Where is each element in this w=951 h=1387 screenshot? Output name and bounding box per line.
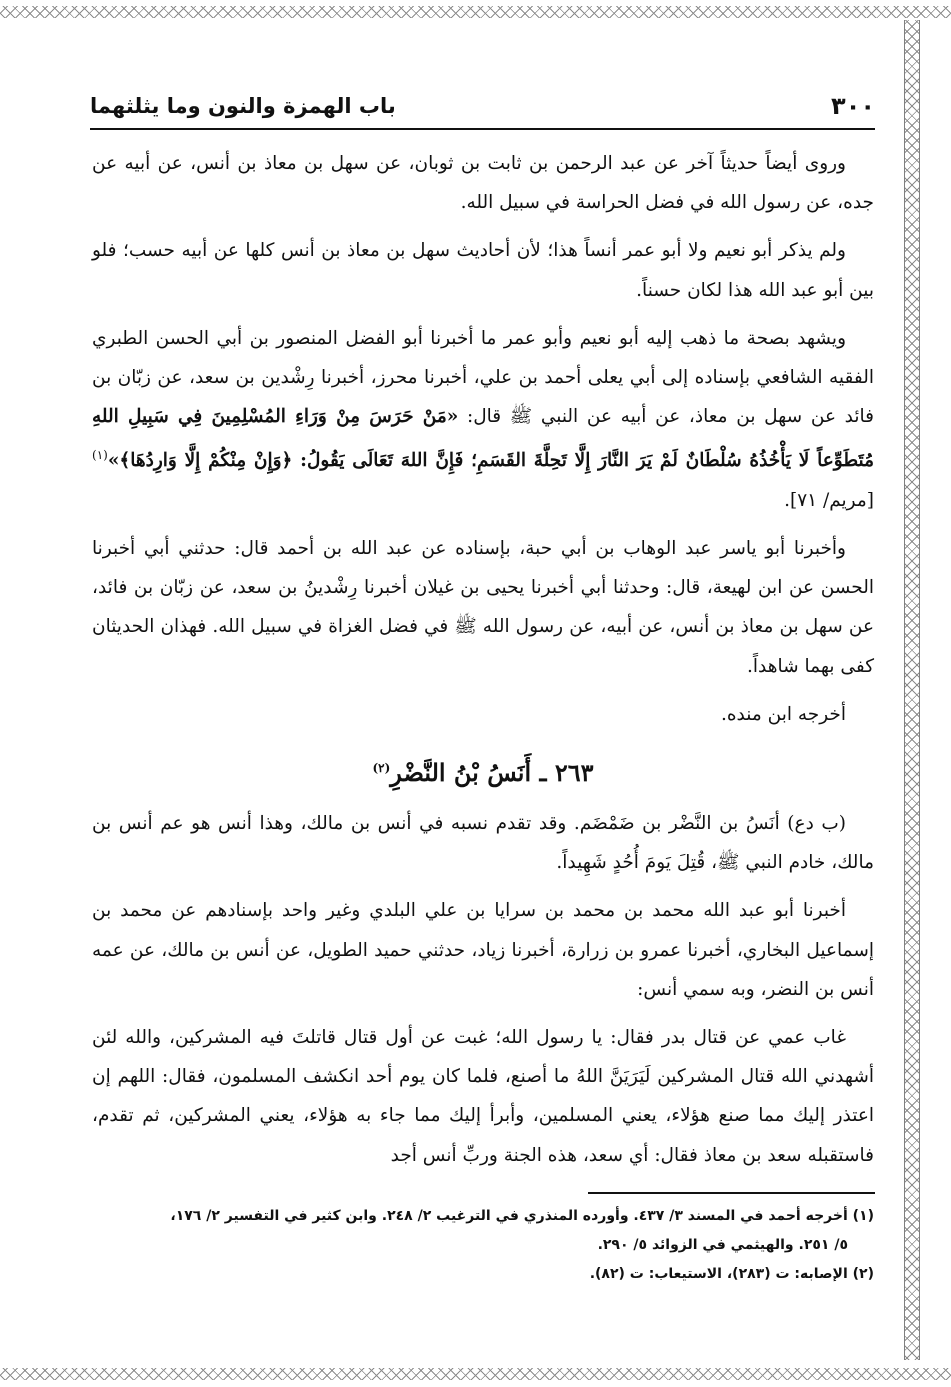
header-divider xyxy=(90,128,875,130)
footnote-2: (٢) الإصابه: ت (٢٨٣)، الاستيعاب: ت (٨٢). xyxy=(589,1266,874,1282)
paragraph-2: ولم يذكر أبو نعيم ولا أبو عمر أنساً هذا؛ لأن أحاديث سهل بن معاذ بن أنس كلها عن أبيه حسب؛ فلو بين أبو عبد الله هذا لكان حسناً. xyxy=(92,240,874,301)
paragraph-8: غاب عمي عن قتال بدر فقال: يا رسول الله؛ غبت عن أول قتال قاتلتَ فيه المشركين، والله لئن أشهدني الله قتال المشركين لَيَرَيَنَّ اللهُ ما أصنع، فلما كان يوم أحد انكشف المسلمون، فقال: اللهم إن اعتذر إليك مما صنع هؤلاء، يعني المسلمين، وأبرأ إليك مما جاء به هؤلاء، يعني المشركين، ثم تقدم، فاستقبله سعد بن معاذ فقال: أي سعد، هذه الجنة وربِّ أنس أجد xyxy=(92,1027,874,1166)
side-ornamental-border xyxy=(904,20,920,1360)
paragraph-1: وروى أيضاً حديثاً آخر عن عبد الرحمن بن ثابت بن ثوبان، عن سهل بن معاذ بن أنس، عن أبيه عن جده، عن رسول الله في فضل الحراسة في سبيل الله. xyxy=(92,153,874,214)
hadith-quote: «مَنْ حَرَسَ مِنْ وَرَاءِ المُسْلِمِينَ فِي سَبِيلِ اللهِ مُتَطَوِّعاً لَا يَأْخُذُهُ سُلْطَانٌ لَمْ يَرَ النَّارَ إِلَّا تَحِلَّةَ القَسَمِ؛ فَإِنَّ اللهَ تَعَالَى يَقُولُ: ﴿وَإِنْ مِنْكُمْ إِلَّا وَارِدُهَا﴾» xyxy=(92,406,874,472)
bottom-ornamental-border xyxy=(0,1368,951,1380)
footnote-ref-2: (٢) xyxy=(372,761,391,775)
running-title: باب الهمزة والنون وما يثلثهما xyxy=(90,94,396,118)
paragraph-4: وأخبرنا أبو ياسر عبد الوهاب بن أبي حبة، بإسناده عن عبد الله بن أحمد قال: حدثني أبي أخبرنا الحسن عن ابن لهيعة، قال: وحدثنا أبي أخبرنا يحيى بن غيلان أخبرنا رِشْدينُ بن سعد، عن زبّان بن فائد، عن سهل بن معاذ بن أنس، عن أبيه، عن رسول الله ﷺ في فضل الغزاة في سبيل الله. فهذان الحديثان كفى بهما شاهداً. xyxy=(92,537,874,677)
footnote-1-line-2: ٥/ ٢٥١. والهيثمي في الزوائد ٥/ ٢٩٠. xyxy=(597,1237,848,1253)
quran-citation: [مريم/ ٧١]. xyxy=(784,489,874,511)
paragraph-7: أخبرنا أبو عبد الله محمد بن محمد بن سرايا بن علي البلدي وغير واحد بإسنادهم عن محمد بن إسماعيل البخاري، أخبرنا عمرو بن زرارة، أخبرنا زياد، حدثني حميد الطويل، عن أنس بن مالك، عن عمه أنس بن النضر، وبه سمي أنس: xyxy=(92,900,874,1000)
paragraph-6: (ب دع) أنَسُ بن النَّضْر بن ضَمْضَم. وقد تقدم نسبه في أنس بن مالك، وهذا أنس هو عم أنس بن مالك، خادم النبي ﷺ، قُتِلَ يَومَ أُحُدٍ شَهِيداً. xyxy=(92,813,874,874)
entry-heading xyxy=(92,743,874,798)
paragraph-3 xyxy=(92,319,874,520)
footnote-divider xyxy=(588,1192,875,1194)
footnotes xyxy=(92,1202,874,1289)
main-text xyxy=(92,144,874,1184)
page-number: ٣٠٠ xyxy=(831,92,875,120)
entry-heading-text: ٢٦٣ ـ أَنَسُ بْنُ النَّضْرِ xyxy=(390,758,594,787)
page-header xyxy=(90,92,875,132)
footnote-1-line-1: (١) أخرجه أحمد في المسند ٣/ ٤٣٧. وأورده المنذري في الترغيب ٢/ ٢٤٨. وابن كثير في التفسير ٢/ ١٧٦، xyxy=(170,1208,874,1224)
paragraph-3-text: ويشهد بصحة ما ذهب إليه أبو نعيم وأبو عمر ما أخبرنا أبو الفضل المنصور بن أبي الحسن الطبري الفقيه الشافعي بإسناده إلى أبي يعلى أحمد بن علي، أخبرنا محرز، أخبرنا رِشْدين بن سعد، عن زبّان بن فائد عن سهل بن معاذ، عن أبيه عن النبي ﷺ قال: xyxy=(92,327,874,428)
paragraph-5: أخرجه ابن منده. xyxy=(720,703,846,725)
footnote-ref-1: (١) xyxy=(92,448,108,463)
top-ornamental-border xyxy=(0,6,951,18)
